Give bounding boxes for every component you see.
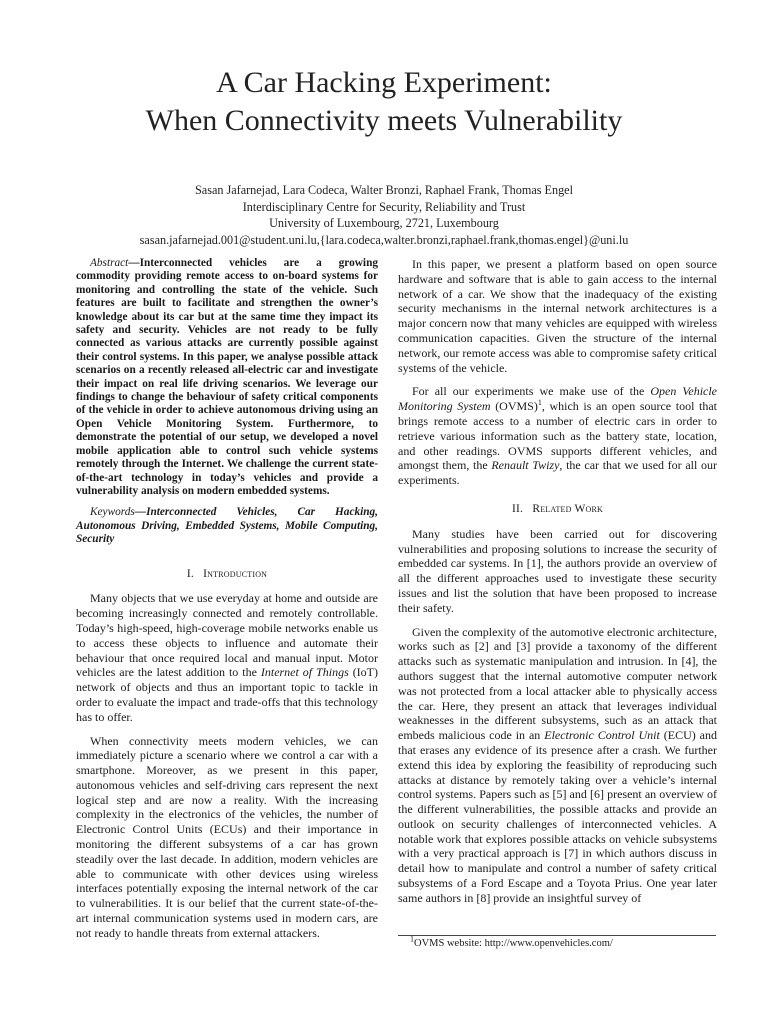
emphasis-text: Electronic Control Unit bbox=[544, 728, 660, 743]
author-names: Sasan Jafarnejad, Lara Codeca, Walter Bronzi, Raphael Frank, Thomas Engel bbox=[195, 183, 573, 197]
intro-paragraph-4 bbox=[398, 384, 717, 488]
abstract bbox=[76, 257, 378, 498]
left-column bbox=[76, 257, 378, 950]
footnote-text: OVMS website: http://www.openvehicles.com/ bbox=[414, 938, 613, 949]
intro-paragraph-2: When connectivity meets modern vehicles, we can immediately picture a scenario where we control a car with a smartphone. Moreover, as we present in this paper, autonomous vehicles and self-driving cars represent the next logical step and are now a reality. With the increasing complexity in the electronics of the vehicles, the number of Electronic Control Units (ECUs) and their importance in monitoring the different subsystems of a car has grown steadily over the last decade. In addition, modern vehicles are able to communicate with other devices using wireless interfaces potentially exposing the internal network of the car to vulnerabilities. It is our belief that the current state-of-the-art internal communication systems used in modern cars, are not ready to handle threats from external attackers. bbox=[76, 733, 378, 940]
section-heading-introduction bbox=[76, 567, 378, 582]
text-run: Many objects that we use everyday at home and outside are becoming increasingly connected and remotely controllable. Today’s high-speed, high-coverage mobile networks enable us to access these objects to influence and automate their behaviour that once required local and manual input. Motor vehicles are the latest addition to the bbox=[76, 591, 378, 680]
footnote-divider bbox=[398, 935, 716, 936]
keywords bbox=[76, 506, 378, 546]
abstract-dash: — bbox=[128, 257, 140, 269]
keywords-text: Interconnected Vehicles, Car Hacking, Autonomous Driving, Embedded Systems, Mobile Computing, Security bbox=[76, 506, 378, 546]
right-column bbox=[398, 257, 717, 915]
section-number: I. bbox=[186, 567, 194, 580]
emphasis-text: Renault Twizy bbox=[491, 458, 560, 473]
emphasis-text: Open Vehicle Monitoring System bbox=[398, 384, 718, 414]
text-run: , the car that we used for all our experiments. bbox=[398, 458, 717, 488]
abstract-text: Interconnected vehicles are a growing commodity providing remote access to on-board systems for monitoring and controlling the state of the vehicle. Such features are built to facilitate and strengthen the owner’s knowledge about its car but at the same time they impact its safety and security. Vehicles are not ready to be fully connected as various attacks are currently possible against their control systems. In this paper, we analyse possible attack scenarios on a recently released all-electric car and investigate their impact on real life driving scenarios. We leverage our findings to change the behaviour of safety critical components of the vehicle in order to achieve autonomous driving using an Open Vehicle Monitoring System. Furthermore, to demonstrate the potential of our setup, we developed a novel mobile application able to control such vehicle systems remotely through the Internet. We challenge the current state-of-the-art technology in today’s vehicles and provide a vulnerability analysis on modern embedded systems. bbox=[76, 257, 378, 497]
paper-title bbox=[0, 64, 768, 140]
text-run: (IoT) network of objects and thus an important topic to tackle in order to evaluate the impact and trade-offs that this technology has to offer. bbox=[76, 665, 379, 724]
section-title: Related Work bbox=[532, 502, 604, 515]
author-affiliation: Interdisciplinary Centre for Security, Reliability and Trust bbox=[242, 199, 526, 214]
title-line-2: When Connectivity meets Vulnerability bbox=[145, 104, 623, 137]
keywords-dash: — bbox=[134, 506, 147, 519]
author-university: University of Luxembourg, 2721, Luxembourg bbox=[269, 216, 499, 230]
abstract-label: Abstract bbox=[90, 257, 129, 269]
intro-paragraph-3: In this paper, we present a platform based on open source hardware and software that is able to gain access to the internal network of a car. We show that the inadequacy of the existing security mechanisms in the internal network architectures is a major concern now that many vehicles are equipped with wireless communication capacities. Given the structure of the internal network, our remote access was able to compromise safety critical systems of the vehicle. bbox=[398, 257, 717, 375]
related-paragraph-1: Many studies have been carried out for discovering vulnerabilities and proposing solutions to increase the security of embedded car systems. In [1], the authors provide an overview of all the different approaches used to investigate these security issues and list the solution that have been proposed to increase their safety. bbox=[398, 526, 717, 615]
section-number: II. bbox=[511, 502, 524, 515]
author-block bbox=[0, 182, 768, 248]
section-heading-related-work bbox=[398, 502, 717, 517]
text-run: (ECU) and that erases any evidence of its presence after a crash. We further extend this idea by exploring the feasibility of reproducing such attacks at distance by remotely taking over a vehicle’s internal control systems. Papers such as [5] and [6] present an overview of the different vulnerabilities, the possible attacks and provide an outlook on security challenges of interconnected vehicles. A notable work that explores possible attacks on vehicle subsystems with a very practical approach is [7] in which authors discuss in detail how to manipulate and control a number of safety critical subsystems of a Ford Escape and a Toyota Prius. One year later same authors in [8] provide an insightful survey of bbox=[398, 728, 717, 905]
text-run: (OVMS) bbox=[490, 399, 538, 414]
intro-paragraph-1 bbox=[76, 591, 378, 724]
text-run: Given the complexity of the automotive electronic architecture, works such as [2] and [3] provide a taxonomy of the different attacks such as systematic manipulation and intrusion. In [4], the authors suggest that the internal automotive computer network was not protected from a local attacker able to physically access the car. Here, they present an attack that leverages individual weaknesses in the different subsystems, such as an attack that embeds malicious code in an bbox=[398, 624, 717, 743]
text-run: , which is an open source tool that brings remote access to a number of electric cars in order to retrieve various information such as the battery state, location, and other readings. OVMS supports different vehicles, and amongst them, the bbox=[398, 399, 717, 473]
footnote-marker: 1 bbox=[537, 398, 542, 408]
footnote-mark: 1 bbox=[410, 934, 414, 944]
emphasis-text: Internet of Things bbox=[260, 665, 349, 680]
author-emails: sasan.jafarnejad.001@student.uni.lu,{lara.codeca,walter.bronzi,raphael.frank,thomas.engel}@uni.lu bbox=[139, 232, 629, 247]
keywords-label: Keywords bbox=[90, 506, 135, 519]
title-line-1: A Car Hacking Experiment: bbox=[216, 66, 552, 99]
footnote bbox=[410, 934, 613, 950]
section-title: Introduction bbox=[203, 567, 268, 580]
related-paragraph-2 bbox=[398, 625, 717, 906]
text-run: For all our experiments we make use of the bbox=[412, 384, 651, 399]
